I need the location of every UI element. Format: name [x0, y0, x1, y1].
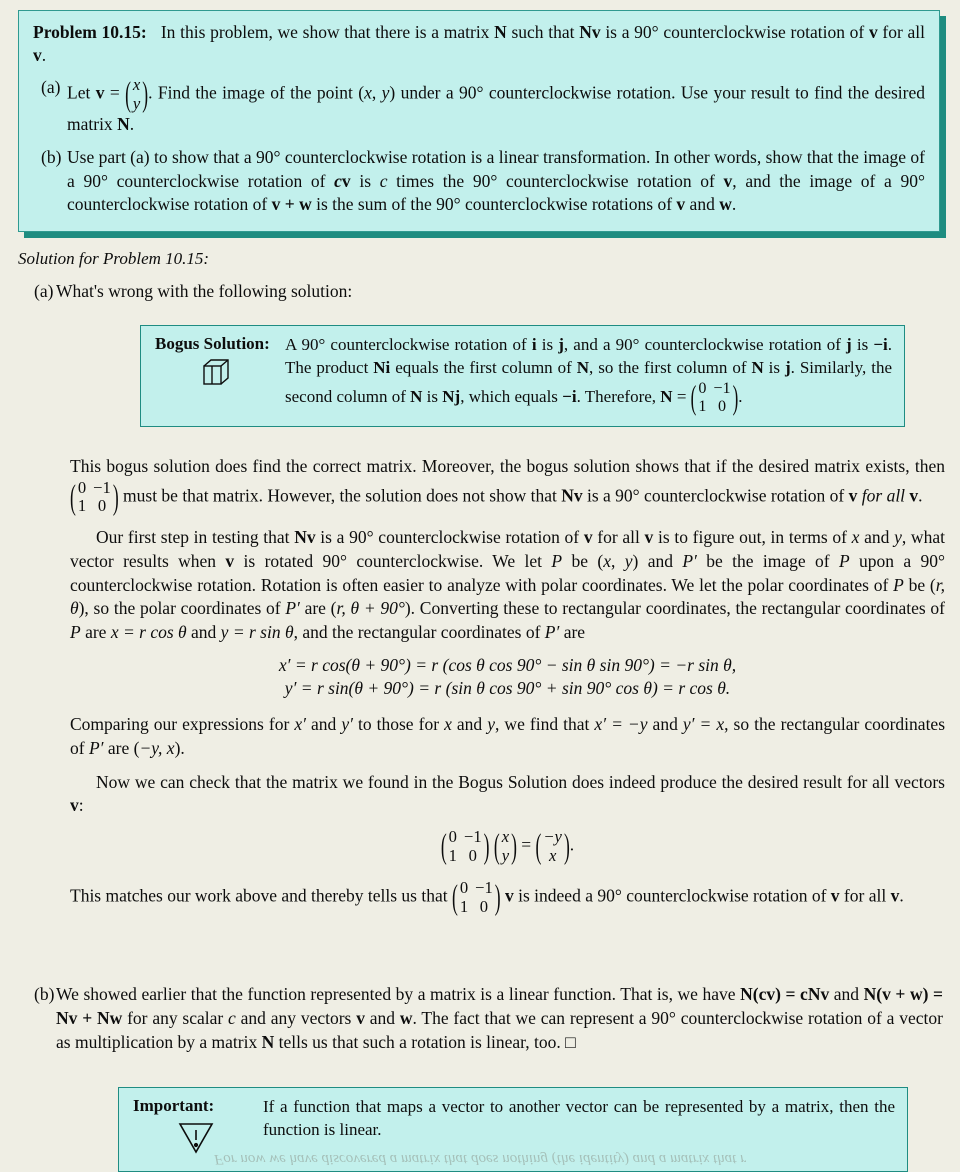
p2-r-theta: r, θ [70, 574, 945, 619]
p5-text-a: This matches our work above and thereby tells us that [70, 886, 452, 907]
p4-text-b: : [78, 795, 84, 816]
p2-x2: x [603, 550, 611, 571]
bogus-m-11: 0 [717, 397, 727, 415]
pb-text-1: We showed earlier that the function represented by a matrix is a linear function. That is, we have [56, 984, 741, 1004]
item-a-x: x [364, 82, 372, 103]
p2-text-m: be ( [903, 574, 936, 595]
item-a-text-2: . Find the image of the point ( [148, 82, 365, 103]
paren-left: ( [125, 73, 131, 114]
bogus-text-1: A 90° counterclockwise rotation of [285, 335, 532, 354]
p1-italic-forall: for all [857, 485, 910, 506]
p2-eq-x: x = r cos θ [110, 622, 187, 643]
important-title: Important: [133, 1096, 215, 1115]
qed-symbol: □ [565, 1031, 576, 1052]
pb-eq-1: N(cv) = cNv [740, 984, 830, 1004]
part-b-tag: (b) [34, 984, 55, 1004]
bogus-m-01: −1 [713, 379, 731, 397]
bogus-m-10: 1 [698, 397, 707, 415]
p3-text-d: and [451, 714, 488, 734]
problem-item-b [33, 146, 925, 217]
cube-icon [153, 358, 281, 393]
p4-text-a: Now we can check that the matrix we found in the Bogus Solution does indeed produce the desired result for all vectors [96, 771, 945, 792]
pb-text-2: and [829, 984, 864, 1004]
p3-eq-1: x′ = −y [594, 714, 648, 734]
p3-Pprime: P′ [88, 737, 104, 758]
bogus-text-12: . Therefore, [576, 386, 661, 406]
p1-text-d: . [918, 485, 923, 506]
bogus-text-2: is [536, 335, 559, 354]
p2-Nv: Nv [294, 527, 316, 548]
item-b-c: c [379, 170, 388, 191]
item-b-text-2: is [350, 170, 380, 191]
paragraph-3 [70, 713, 945, 761]
bogus-solution-title: Bogus Solution: [155, 334, 270, 353]
paren-right: ) [142, 73, 149, 114]
p1-m-01: −1 [93, 477, 111, 497]
bogus-text-7: , so the first column of [589, 357, 752, 377]
p2-text-k: be the image of [696, 550, 839, 571]
pb-N: N [261, 1031, 275, 1052]
bogus-j-2: j [846, 335, 852, 354]
p5-m-10: 1 [459, 897, 469, 917]
p3-text-b: and [305, 714, 342, 734]
item-b-text-1: Use part (a) to show that a 90° counterclockwise rotation is a linear transformation. In other words, show that the image of a 90° counterclockwise rotation of [67, 147, 925, 191]
equation-x-prime: x′ = r cos(θ + 90°) = r (cos θ cos 90° − sin θ sin 90°) = −r sin θ, [278, 655, 737, 675]
p2-text-c: for all [592, 527, 645, 548]
p5-m-00: 0 [459, 878, 469, 898]
p3-x: x [444, 714, 452, 734]
p2-text-f: , what vector results when [70, 527, 945, 571]
bogus-solution-box [140, 325, 905, 427]
eq3-m2-1: y [501, 845, 510, 865]
p2-text-n: ), so the polar coordinates of [78, 598, 286, 619]
eq3-m2-0: x [501, 827, 510, 847]
problem-items [33, 73, 925, 217]
p2-P3: P [893, 574, 904, 595]
problem-item-b-body [67, 146, 925, 217]
eq3-m1-00: 0 [448, 827, 457, 847]
item-a-comma: , [371, 82, 382, 103]
eq3-m1-10: 1 [448, 845, 457, 865]
p2-v2: v [644, 527, 654, 548]
item-a-matrix-N: N [117, 114, 130, 135]
p2-P: P [551, 550, 563, 571]
problem-text-for: for all [877, 22, 925, 42]
p2-x: x [851, 527, 860, 548]
problem-text-pre: In this problem, we show that there is a matrix [160, 22, 495, 42]
bogus-left [153, 334, 281, 393]
eq3-matrix-3: ( −y x ) [535, 825, 570, 866]
eq3-m3-0: −y [543, 827, 562, 847]
eq3-m1-11: 0 [468, 845, 477, 865]
p2-text-o: are ( [299, 598, 337, 619]
part-a-tag: (a) [34, 281, 54, 301]
equation-y-prime: y′ = r sin(θ + 90°) = r (sin θ cos 90° + sin 90° cos θ) = r cos θ. [284, 678, 731, 698]
p2-v3: v [225, 550, 235, 571]
p2-Pprime2: P′ [285, 598, 300, 619]
bogus-N-3: N [410, 386, 423, 406]
p4-v: v [70, 795, 79, 816]
display-equation-2 [70, 825, 945, 866]
bogus-text-3: , and a 90° counterclockwise rotation of [563, 335, 847, 354]
p3-text-a: Comparing our expressions for [70, 714, 295, 734]
bogus-text-10: is [422, 386, 443, 406]
item-b-v-inline: v [341, 170, 351, 191]
part-b-block [18, 983, 943, 1054]
important-text: If a function that maps a vector to another vector can be represented by a matrix, then the function is linear. [263, 1097, 895, 1139]
bogus-equals: = [672, 386, 691, 406]
p1-text-c: is a 90° counterclockwise rotation of [582, 485, 849, 506]
problem-item-a-tag: (a) [41, 77, 61, 98]
pb-text-3: for any scalar [122, 1007, 229, 1028]
p2-text-b: is a 90° counterclockwise rotation of [315, 527, 584, 548]
p3-text-c: to those for [352, 714, 445, 734]
p1-Nv: Nv [561, 485, 583, 506]
vector-v-symbol-2: v [33, 45, 42, 66]
solution-heading: Solution for Problem 10.15: [18, 249, 210, 268]
p3-y: y [487, 714, 496, 734]
problem-statement [33, 21, 925, 67]
p2-v: v [583, 527, 593, 548]
cell-y: y [132, 93, 141, 113]
part-a-prompt-row [18, 280, 943, 304]
bogus-Nj: Nj [442, 386, 461, 406]
pb-text-6: . The fact that we can represent a 90° counterclockwise rotation of a vector as multiplication by a matrix [56, 1007, 943, 1052]
p2-text-t: are [559, 622, 586, 643]
cell-x: x [132, 75, 141, 95]
paragraph-4 [70, 771, 945, 819]
p5-v3: v [890, 886, 900, 907]
eq3-m1-01: −1 [463, 827, 482, 847]
p3-text-i: ). [174, 737, 185, 758]
p2-Pprime: P′ [682, 550, 697, 571]
p2-Pprime3: P′ [544, 622, 560, 643]
item-a-text-1: Let [67, 82, 96, 103]
problem-statement-box [18, 10, 940, 232]
page-bleed-artifact: For now we have discovered a matrix that does nothing (the identity) and a matrix that r [214, 1151, 746, 1167]
display-equation-1 [70, 655, 945, 699]
p2-y: y [894, 527, 902, 548]
p2-text-l: upon a 90° counterclockwise rotation. Rotation is often easier to analyze with polar coordinates. We let the polar coordinates of [70, 550, 946, 595]
part-a-prompt: What's wrong with the following solution: [56, 281, 353, 301]
p1-v: v [848, 485, 858, 506]
solution-body [18, 280, 943, 304]
item-b-text-3: times the 90° counterclockwise rotation of [387, 170, 724, 191]
item-a-text-3: ) under a 90° counterclockwise rotation. Use your result to find the desired matrix [67, 82, 925, 135]
pb-v: v [356, 1007, 365, 1028]
bogus-N-1: N [576, 357, 590, 377]
item-b-v-plus-w: v + w [271, 194, 312, 215]
p2-r-theta-90: r, θ + 90° [336, 598, 405, 619]
item-b-text-6: and [685, 194, 720, 215]
p3-y-prime: y′ [341, 714, 353, 734]
p2-y2: y [624, 550, 633, 571]
p5-text-c: for all [839, 886, 891, 907]
p5-v: v [505, 886, 514, 907]
item-a-y: y [381, 82, 390, 103]
p2-text-e: and [859, 527, 895, 548]
item-b-w: w [719, 194, 732, 215]
p1-matrix: ( 0 −1 1 0 ) [70, 475, 119, 516]
bogus-text-11: , which equals [460, 386, 563, 406]
part-b-row [18, 983, 943, 1054]
p3-x-prime: x′ [294, 714, 306, 734]
Nv-symbol: Nv [579, 22, 601, 42]
p1-m-00: 0 [77, 477, 87, 497]
eq3-matrix-1: ( 0 −1 1 0 ) [440, 825, 490, 866]
discussion-block [70, 455, 945, 917]
bogus-i-1: i [531, 335, 537, 354]
bogus-text-6: equals the first column of [390, 357, 577, 377]
problem-item-b-tag: (b) [41, 147, 62, 168]
item-b-text-7: . [731, 194, 737, 215]
bogus-m-00: 0 [698, 379, 707, 397]
bogus-j-3: j [784, 357, 791, 377]
p2-text-g: is rotated 90° counterclockwise. We let [234, 550, 552, 571]
problem-text-post: is a 90° counterclockwise rotation of [600, 22, 869, 42]
p1-m-11: 0 [97, 496, 107, 516]
problem-item-a [33, 73, 925, 137]
bogus-j-1: j [558, 335, 564, 354]
item-a-vector-v: v [95, 82, 105, 103]
bogus-N-2: N [751, 357, 764, 377]
p1-text-b: must be that matrix. However, the solution does not show that [118, 485, 562, 506]
p3-eq-2: y′ = x [682, 714, 725, 734]
p1-m-10: 1 [77, 496, 87, 516]
p1-v2: v [909, 485, 919, 506]
p5-text-b: is indeed a 90° counterclockwise rotation of [513, 886, 831, 907]
vector-v-symbol: v [868, 22, 878, 42]
part-b-text [56, 983, 943, 1054]
bogus-solution-text [281, 334, 892, 416]
pb-text-4: and any vectors [235, 1007, 357, 1028]
p3-text-h: are ( [103, 737, 140, 758]
item-b-v2: v [676, 194, 686, 215]
p5-m-11: 0 [479, 897, 489, 917]
bogus-N-4: N [660, 386, 673, 406]
p2-text-s: , and the rectangular coordinates of [293, 622, 545, 643]
p1-text-a: This bogus solution does find the correct matrix. Moreover, the bogus solution shows that if the desired matrix exists, then [70, 456, 945, 476]
item-a-text-4: . [129, 114, 135, 135]
bogus-minus-i-2: −i [562, 386, 577, 406]
pb-w: w [399, 1007, 413, 1028]
bogus-text-4: is [851, 335, 874, 354]
p2-text-r: and [186, 622, 221, 643]
item-b-v: v [723, 170, 733, 191]
eq3-equals: = [521, 834, 532, 855]
p2-eq-y: y = r sin θ [220, 622, 294, 643]
p2-text-i: , [610, 550, 625, 571]
pb-c: c [228, 1007, 236, 1028]
item-b-text-5: is the sum of the 90° counterclockwise rotations of [311, 194, 677, 215]
paragraph-1 [70, 455, 945, 516]
bogus-minus-i-1: −i [873, 335, 888, 354]
problem-item-a-body: Let v = ( x y ) . Find the image of the point (x, y) under a 90° counterclockwise rotation. Use your result to find the desired matrix N. [67, 73, 925, 135]
problem-text-mid: such that [506, 22, 580, 42]
p2-text-p: ). Converting these to rectangular coordinates, the rectangular coordinates of [404, 598, 945, 619]
bogus-text-5: . The product [285, 335, 893, 377]
eq3-matrix-2: ( x y ) [493, 825, 517, 866]
p5-matrix: ( 0 −1 1 0 ) [451, 876, 501, 917]
p2-text-q: are [80, 622, 111, 643]
column-vector-xy [125, 73, 149, 114]
p5-m-01: −1 [475, 878, 493, 898]
bogus-text-8: is [763, 357, 785, 377]
bogus-Ni: Ni [373, 357, 391, 377]
problem-text-end: . [41, 45, 47, 66]
pb-eq-2: N(v + w) = Nv + Nw [56, 984, 943, 1028]
paragraph-5 [70, 876, 945, 917]
bogus-matrix: ( 0 −1 1 0 ) [690, 378, 739, 417]
matrix-N-symbol: N [494, 22, 507, 42]
problem-label: Problem 10.15: [33, 22, 147, 42]
p2-text-a: Our first step in testing that [96, 527, 295, 548]
p2-text-h: be ( [562, 550, 604, 571]
bogus-text-9: . Similarly, the second column of [285, 357, 892, 406]
p5-text-d: . [899, 886, 904, 907]
p3-text-e: , we find that [495, 714, 595, 734]
item-b-c-inline: c [334, 170, 342, 191]
pb-text-5: and [364, 1007, 400, 1028]
paragraph-2 [70, 526, 945, 645]
p3-text-g: , so the rectangular coordinates of [70, 714, 946, 758]
p2-P2: P [838, 550, 850, 571]
p2-P4: P [70, 622, 81, 643]
eq3-period: . [569, 834, 575, 855]
p5-v2: v [830, 886, 840, 907]
p2-text-d: is to figure out, in terms of [653, 527, 852, 548]
item-b-cv [334, 171, 351, 191]
p2-text-j: ) and [632, 550, 683, 571]
pb-text-7: tells us that such a rotation is linear, too. [274, 1031, 566, 1052]
eq3-m3-1: x [548, 845, 557, 865]
bogus-period: . [738, 386, 743, 406]
p3-text-f: and [647, 714, 683, 734]
item-b-text-4: , and the image of a 90° counterclockwise rotation of [67, 170, 925, 215]
p3-pair: −y, x [139, 737, 175, 758]
